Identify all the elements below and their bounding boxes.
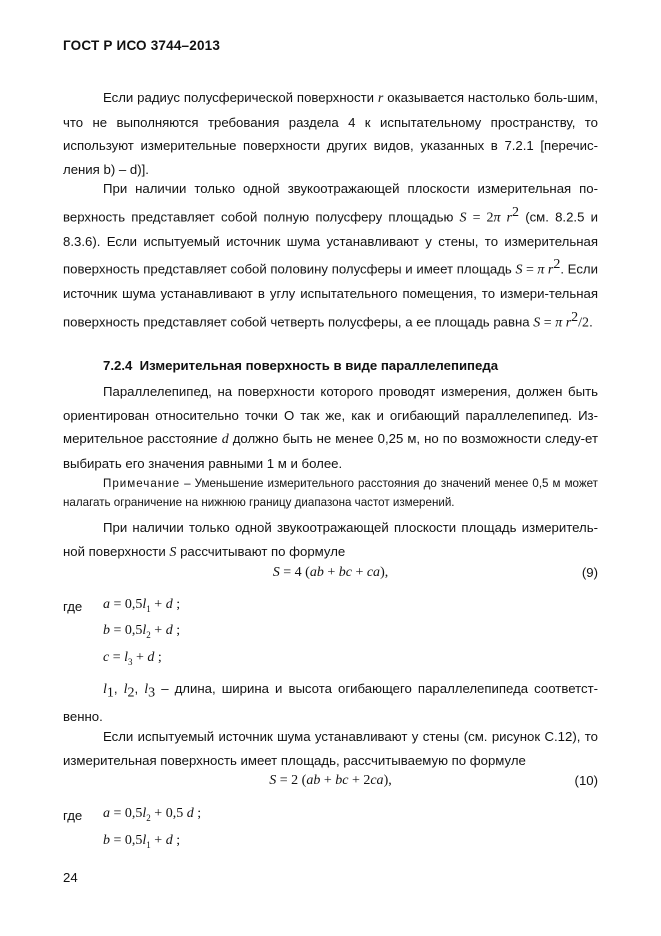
symbols-l1-l2-l3: l [103, 682, 107, 697]
where-label-1: где [63, 599, 83, 614]
document-header: ГОСТ Р ИСО 3744–2013 [63, 38, 221, 53]
page-number: 24 [63, 870, 78, 885]
definition-c: $c = l_3 + d$ ; [103, 650, 162, 667]
paragraph-formula-intro: При наличии только одной звукоотражающей плоскости площадь измеритель-ной поверхности S рассчитывают по формуле [63, 520, 598, 560]
definition-a-2: $a = 0,5l_2 + 0,5$ d ; [103, 806, 202, 823]
definition-a: $a = 0,5l_1 + d$ ; [103, 597, 181, 614]
equation-9-formula: S = 4 (ab + bc + ca), [272, 565, 389, 580]
definition-b: $b = 0,5l_2 + d$ ; [103, 623, 181, 640]
formula-quarter-hemisphere: S [533, 315, 541, 331]
paragraph-radius: Если радиус полусферической поверхности r оказывается настолько боль-шим, что не выполняются требования раздела 4 к испытательному пространству, то используют измерительные поверхности других видов, указанных в 7.2.1 [перечис-ления b) – d)]. [63, 90, 599, 177]
paragraph-parallelepiped: Параллелепипед, на поверхности которого проводят измерения, должен быть ориентирован относительно точки О так же, как и огибающий параллелепипед. Из-мерительное расстояние d должно быть не менее 0,25 м, но по возможности следу-ет выбирать его значения равными 1 м и более. [63, 384, 598, 471]
note: Примечание – Уменьшение измерительного расстояния до значений менее 0,5 м может налагать ограничение на нижнюю границу диапазона частот измерений. [63, 477, 598, 509]
formula-full-hemisphere: S [459, 209, 467, 225]
symbol-d: d [221, 432, 229, 448]
formula-half-hemisphere: S [515, 262, 523, 278]
equation-9-number: (9) [581, 565, 598, 580]
paragraph-dimensions: $l_1$, $l_2$, $l_3$ – длина, ширина и высота огибающего параллелепипеда соответст-венно. [63, 681, 599, 725]
symbol-S: S [169, 544, 177, 560]
equation-10-number: (10) [574, 773, 598, 788]
paragraph-hemisphere: При наличии только одной звукоотражающей плоскости измерительная по-верхность представляет собой полную полусферу площадью S = 2π $r^2$ (см. 8.2.5 и 8.3.6). Если испытуемый источник шума устанавливают у стены, то измерительная поверхность представляет собой половину полусферы и имеет площадь S = π $r^2$. Если источник шума устанавливают в углу испытательного помещения, то измери-тельная поверхность представляет собой четверть полусферы, а ее площадь равна S = π $r^2/2$. [63, 181, 598, 331]
section-heading: 7.2.4 Измерительная поверхность в виде параллелепипеда [103, 358, 499, 373]
equation-10-formula: S = 2 (ab + bc + 2ca), [269, 773, 392, 788]
symbol-r: r [377, 91, 384, 106]
paragraph-wall: Если испытуемый источник шума устанавливают у стены (см. рисунок С.12), то измерительная поверхность имеет площадь, рассчитываемую по формуле [63, 729, 598, 768]
definition-b-2: $b = 0,5l_1 + d$ ; [103, 833, 181, 850]
where-label-2: где [63, 808, 83, 823]
